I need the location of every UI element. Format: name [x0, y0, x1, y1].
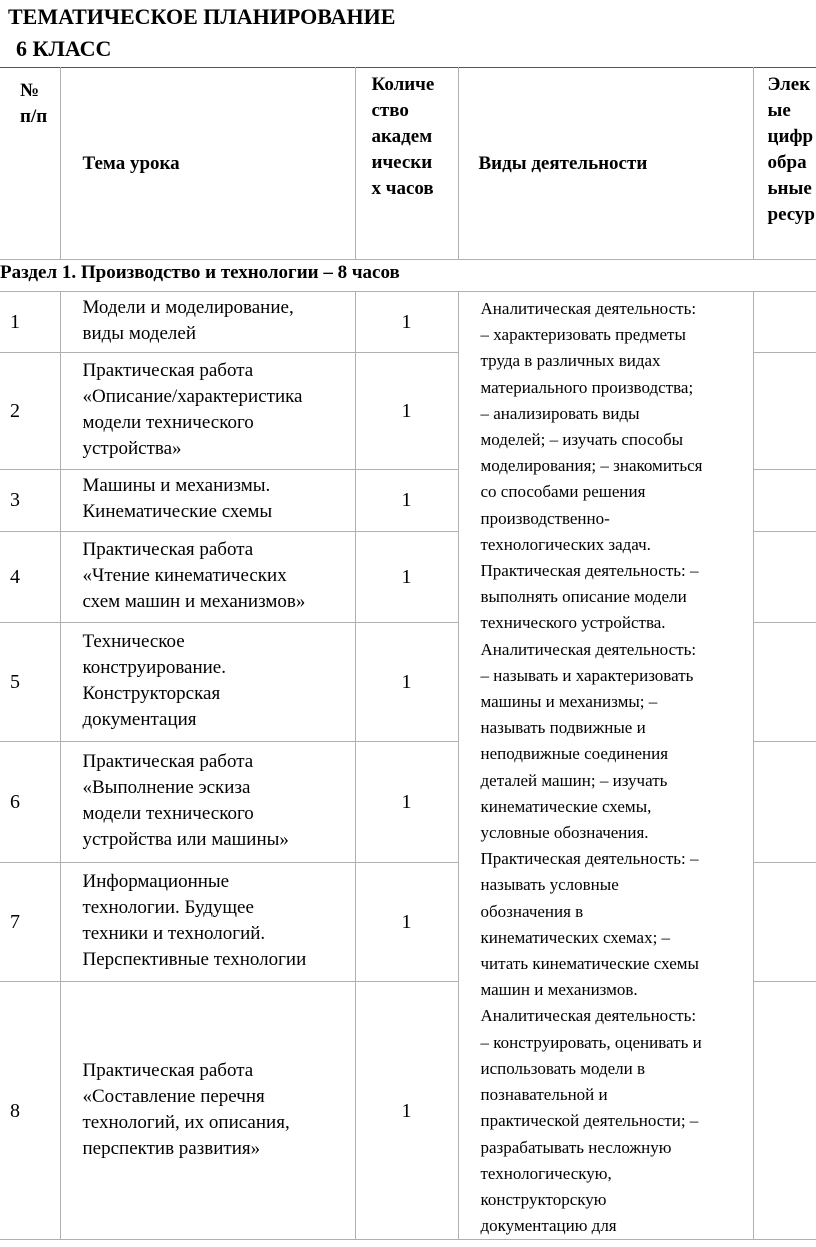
row-hours: 1: [355, 981, 458, 1239]
row-resources: [753, 862, 816, 981]
row-number: 8: [0, 981, 60, 1239]
row-resources: [753, 741, 816, 862]
table-header-row: [0, 68, 816, 260]
row-topic: Практическая работа «Выполнение эскиза модели технического устройства или машины»: [60, 741, 355, 862]
row-number: 7: [0, 862, 60, 981]
row-number: 5: [0, 622, 60, 741]
row-resources: [753, 352, 816, 469]
row-hours: 1: [355, 622, 458, 741]
header-resources: Элек ые цифр обра ьные ресур: [753, 68, 816, 260]
page-title: ТЕМАТИЧЕСКОЕ ПЛАНИРОВАНИЕ: [8, 4, 396, 29]
row-topic: Практическая работа «Чтение кинематических схем машин и механизмов»: [60, 532, 355, 623]
row-topic: Модели и моделирование, виды моделей: [60, 292, 355, 353]
row-hours: 1: [355, 741, 458, 862]
planning-table: [0, 67, 816, 1240]
row-topic: Информационные технологии. Будущее техники и технологий. Перспективные технологии: [60, 862, 355, 981]
row-number: 2: [0, 352, 60, 469]
row-topic: Практическая работа «Описание/характеристика модели технического устройства»: [60, 352, 355, 469]
row-number: 3: [0, 469, 60, 532]
table-row: [0, 292, 816, 353]
row-resources: [753, 469, 816, 532]
activities-cell: Аналитическая деятельность: – характеризовать предметы труда в различных видах материального производства; – анализировать виды моделей; – изучать способы моделирования; – знакомиться со способами решения производственно- технологических задач. Практическая деятельность: – выполнять описание модели технического устройства. Аналитическая деятельность: – называть и характеризовать машины и механизмы; – называть подвижные и неподвижные соединения деталей машин; – изучать кинематические схемы, условные обозначения. Практическая деятельность: – называть условные обозначения в кинематических схемах; – читать кинематические схемы машин и механизмов. Аналитическая деятельность: – конструировать, оценивать и использовать модели в познавательной и практической деятельности; – разрабатывать несложную технологическую, конструкторскую документацию для: [458, 292, 753, 1240]
page-subtitle: 6 КЛАСС: [16, 36, 112, 61]
header-number: № п/п: [0, 68, 60, 260]
header-activities: Виды деятельности: [458, 68, 753, 260]
row-hours: 1: [355, 352, 458, 469]
row-topic: Машины и механизмы. Кинематические схемы: [60, 469, 355, 532]
row-resources: [753, 981, 816, 1239]
header-topic: Тема урока: [60, 68, 355, 260]
row-number: 6: [0, 741, 60, 862]
row-hours: 1: [355, 469, 458, 532]
row-hours: 1: [355, 532, 458, 623]
row-topic: Техническое конструирование. Конструкторская документация: [60, 622, 355, 741]
header-hours: Количе ство академ ически х часов: [355, 68, 458, 260]
section-row: [0, 260, 816, 292]
row-number: 1: [0, 292, 60, 353]
row-resources: [753, 532, 816, 623]
row-topic: Практическая работа «Составление перечня технологий, их описания, перспектив развития»: [60, 981, 355, 1239]
row-resources: [753, 292, 816, 353]
row-resources: [753, 622, 816, 741]
row-hours: 1: [355, 862, 458, 981]
row-number: 4: [0, 532, 60, 623]
row-hours: 1: [355, 292, 458, 353]
section-title: Раздел 1. Производство и технологии – 8 часов: [0, 260, 816, 292]
